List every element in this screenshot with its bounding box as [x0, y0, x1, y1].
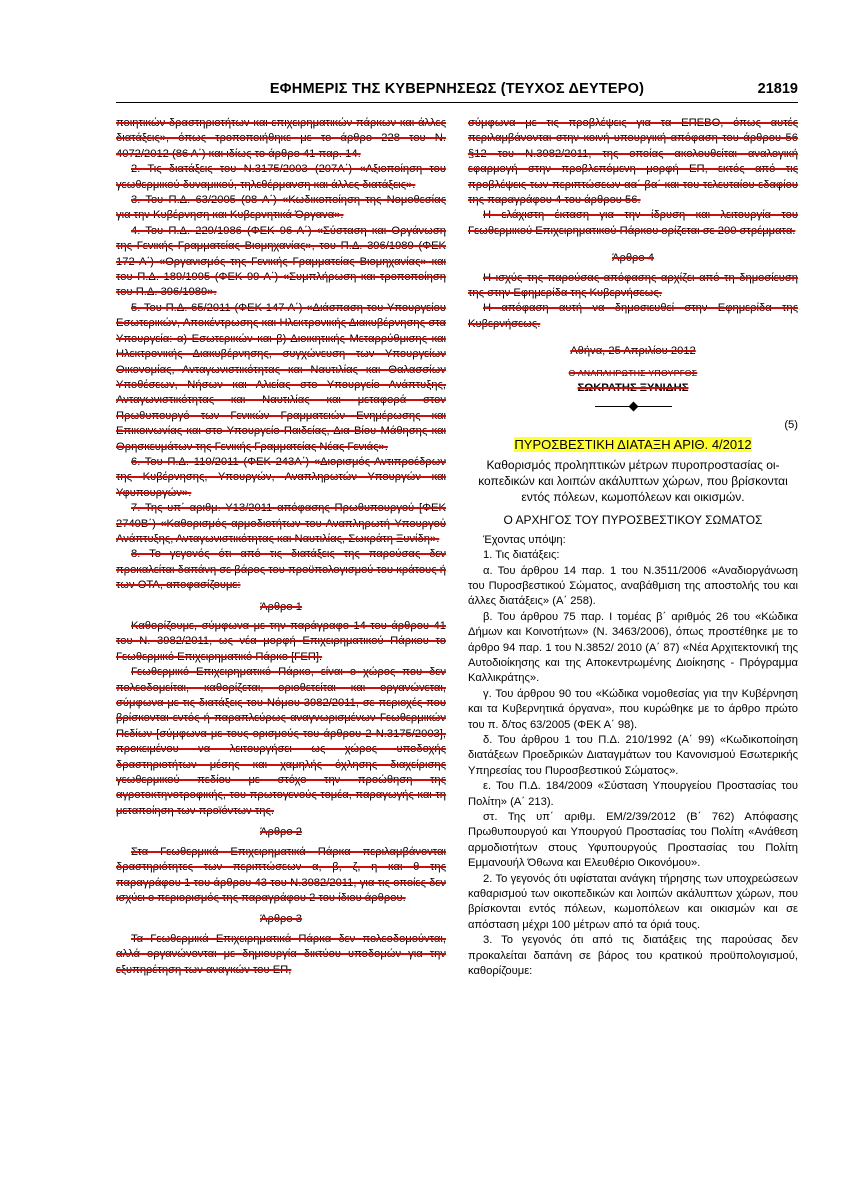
act-paragraph: 1. Τις διατάξεις: — [483, 549, 560, 562]
right-column — [468, 116, 798, 980]
act-subject: Καθορισμός προληπτικών μέτρων πυροπροστασίας οικοπεδικών και λοιπών ακάλυπτων χώρων, που βρίσκονται εντός πόλεων, κωμοπόλεων και οικισμών. — [478, 458, 788, 505]
signature-name: ΣΩΚΡΑΤΗΣ ΞΥΝΙΔΗΣ — [577, 382, 689, 395]
article-paragraph: Η ελάχιστη έκταση για την ίδρυση και λειτουργία του Γεωθερμικού Επιχειρηματικού Πάρκου ορίζεται σε 200 στρέμματα. — [468, 209, 798, 237]
article-paragraph: Η ισχύς της παρούσας απόφασης αρχίζει από τη δημοσίευση της στην Εφημερίδα της Κυβερνήσεως. — [468, 271, 798, 300]
continued-paragraph: ποιητικών δραστηριοτήτων και επιχειρηματικών πάρκων και άλλες διατάξεις», όπως τροποποιήθηκε με το άρθρο 228 του Ν. 4072/2012 (86 Α΄) και ιδίως το άρθρο 41 παρ. 14. — [116, 117, 446, 160]
diamond-ornament-icon — [628, 401, 638, 411]
section-separator — [468, 403, 798, 410]
item-number: (5) — [784, 418, 798, 431]
act-title — [468, 437, 798, 454]
gazette-title: ΕΦΗΜΕΡΙΣ ΤΗΣ ΚΥΒΕΡΝΗΣΕΩΣ (ΤΕΥΧΟΣ ΔΕΥΤΕΡΟ) — [269, 81, 645, 97]
article-paragraph: Η απόφαση αυτή να δημοσιευθεί στην Εφημερίδα της Κυβερνήσεως. — [468, 302, 798, 330]
legal-basis-item: 2. Τις διατάξεις του Ν.3175/2003 (207Α΄) «Αξιοποίηση του γεωθερμικού δυναμικού, τηλεθέρμανση και άλλες διατάξεις». — [116, 163, 446, 191]
act-paragraph: 3. Το γεγονός ότι από τις διατάξεις της παρούσας δεν προκαλείται δαπάνη σε βάρος του κρατικού προϋπολογισμού, καθορίζουμε: — [468, 934, 798, 978]
act-paragraph: β. Του άρθρου 75 παρ. Ι τομέας β΄ αριθμός 26 του «Κώδικα Δήμων και Κοινοτήτων» (Ν. 3463/2006), όπως προστέθηκε με το άρθρο 94 παρ. 1 του Ν.3852/ 2010 (Α΄ 87) «Νέα Αρχιτεκτονική της Αυτοδιοίκησης και της Αποκεντρωμένης Διοίκησης - Πρόγραμμα Καλλικράτης». — [468, 610, 798, 685]
legal-basis-item: 5. Του Π.Δ. 65/2011 (ΦΕΚ 147 Α΄) «Διάσπαση του Υπουργείου Εσωτερικών, Αποκέντρωσης και Ηλεκτρονικής Διακυβέρνησης στα Υπουργεία: α) Εσωτερικών και β) Διοικητικής Μεταρρύθμισης και Ηλεκτρονικής Διακυβέρνησης, συγχώνευση των Υπουργείων Οικονομίας, Ανταγωνιστικότητας και Ναυτιλίας και Θαλασσίων Υποθέσεων, Νήσων και Αλιείας στο Υπουργείο Ανάπτυξης, Ανταγωνιστικότητας και Ναυτιλίας και μεταφορά στον Πρωθυπουργό των Γενικών Γραμματειών Ενημέρωσης και Επικοινωνίας και στο Υπουργείο Παιδείας, Δια Βίου Μάθησης και Θρησκευμάτων της Γενικής Γραμματείας Νέας Γενιάς». — [116, 301, 446, 453]
page-header — [116, 80, 798, 103]
act-title-text: ΠΥΡΟΣΒΕΣΤΙΚΗ ΔΙΑΤΑΞΗ ΑΡΙΘ. 4/2012 — [514, 436, 752, 452]
legal-basis-item: 4. Του Π.Δ. 229/1986 (ΦΕΚ 96 Α΄) «Σύσταση και Οργάνωση της Γενικής Γραμματείας Βιομηχανίας», του Π.Δ. 396/1989 (ΦΕΚ 172 Α΄) «Οργανισμός της Γενικής Γραμματείας Βιομηχανίας» και του Π.Δ. 189/1995 (ΦΕΚ 99 Α΄) «Συμπλήρωση και τροποποίηση του Π.Δ. 396/1989». — [116, 224, 446, 299]
article-heading: Άρθρο 3 — [260, 913, 302, 926]
act-paragraph: γ. Του άρθρου 90 του «Κώδικα νομοθεσίας για την Κυβέρνηση και τα Κυβερνητικά όργανα», που κυρώθηκε με το άρθρο πρώτο του π. δ/τος 63/2005 (ΦΕΚ Α΄ 98). — [468, 687, 798, 731]
act-paragraph: στ. Της υπ΄ αριθμ. ΕΜ/2/39/2012 (Β΄ 762) Απόφασης Πρωθυπουργού και Υπουργού Προστασίας του Πολίτη «Ανάθεση αρμοδιοτήτων στους Υφυπουργούς Προστασίας του Πολίτη Εμμανουήλ Όθωνα και Ελευθέριο Οικονόμου». — [468, 811, 798, 870]
article-heading: Άρθρο 4 — [612, 252, 654, 265]
act-paragraph: δ. Του άρθρου 1 του Π.Δ. 210/1992 (Α΄ 99) «Κωδικοποίηση διατάξεων Προεδρικών Διαταγμάτων του Κανονισμού Εσωτερικής Υπηρεσίας του Πυροσβεστικού Σώματος». — [468, 734, 798, 777]
signature-role: Ο ΑΝΑΠΛΗΡΩΤΗΣ ΥΠΟΥΡΓΟΣ — [568, 367, 698, 378]
page-number: 21819 — [757, 81, 798, 97]
article-heading: Άρθρο 1 — [260, 600, 302, 613]
left-column — [116, 116, 446, 978]
article-paragraph: Τα Γεωθερμικά Επιχειρηματικά Πάρκα δεν πολεοδομούνται, αλλά οργανώνονται με δημιουργία δικτύου υποδομών για την εξυπηρέτηση των αναγκών του ΕΠ, — [116, 932, 446, 976]
article-paragraph: Καθορίζουμε, σύμφωνα με την παράγραφο 14 του άρθρου 41 του Ν. 3982/2011, ως νέα μορφή Επιχειρηματικού Πάρκου το Γεωθερμικό Επιχειρηματικό Πάρκο [ΓΕΠ]. — [116, 620, 446, 663]
act-paragraph: Έχοντας υπόψη: — [483, 533, 566, 546]
legal-basis-item: 8. Το γεγονός ότι από τις διατάξεις της παρούσας δεν προκαλείται δαπάνη σε βάρος του προϋπολογισμού του κράτους ή των ΟΤΑ, αποφασίζουμε: — [116, 548, 446, 592]
act-paragraph: α. Του άρθρου 14 παρ. 1 του Ν.3511/2006 «Αναδιοργάνωση του Πυροσβεστικού Σώματος, αναβάθμιση της αποστολής του και άλλες διατάξεις» (Α΄ 258). — [468, 564, 798, 608]
issuing-authority: Ο ΑΡΧΗΓΟΣ ΤΟΥ ΠΥΡΟΣΒΕΣΤΙΚΟΥ ΣΩΜΑΤΟΣ — [503, 513, 763, 528]
article-heading: Άρθρο 2 — [260, 826, 302, 839]
act-paragraph: ε. Του Π.Δ. 184/2009 «Σύσταση Υπουργείου Προστασίας του Πολίτη» (Α΄ 213). — [468, 780, 798, 808]
article-paragraph: Γεωθερμικό Επιχειρηματικό Πάρκο, είναι ο χώρος που δεν πολεοδομείται, καθορίζεται, οριοθετείται και οργανώνεται, σύμφωνα με τις διατάξεις του Νόμου 3982/2011, σε περιοχές που βρίσκονται εντός ή παραπλεύρως αναγνωρισμένων Γεωθερμικών Πεδίων [σύμφωνα με τους ορισμούς του άρθρου 2 Ν.3175/2003], προκειμένου να λειτουργήσει ως χώρος υποδοχής δραστηριοτήτων μέσης και χαμηλής όχλησης διαχείρισης γεωθερμικού πεδίου με στόχο την προώθηση της αγροτοκτηνοτροφικής, του πρωτογενούς τομέα, παραγωγής και τη μεταποίηση των προϊόντων της. — [116, 666, 446, 817]
act-paragraph: 2. Το γεγονός ότι υφίσταται ανάγκη τήρησης των υποχρεώσεων καθαρισμού των οικοπεδικών και λοιπών ακάλυπτων χώρων, που βρίσκονται εντός πόλεων, κωμοπόλεων και οικισμών και σε απόσταση μέχρι 100 μέτρων από τα όριά τους. — [468, 872, 798, 931]
article-paragraph: Στα Γεωθερμικά Επιχειρηματικά Πάρκα περιλαμβάνονται δραστηριότητες των περιπτώσεων α, β, ζ, η και θ της παραγράφου 1 του άρθρου 43 του Ν.3982/2011, για τις οποίες δεν ισχύει ο περιορισμός της παραγράφου 2 του ίδιου άρθρου. — [116, 845, 446, 904]
legal-basis-item: 7. Της υπ΄ αριθμ. Υ13/2011 απόφασης Πρωθυπουργού [ΦΕΚ 2740Β΄) «Καθορισμός αρμοδιοτήτων του Αναπληρωτή Υπουργού Ανάπτυξης, Ανταγωνιστικότητας και Ναυτιλίας, Σωκράτη Ξυνίδη». — [116, 502, 446, 545]
continued-paragraph: σύμφωνα με τις προβλέψεις για τα ΕΠΕΒΟ, όπως αυτές περιλαμβάνονται στην κοινή υπουργική απόφαση του άρθρου 56 §12 του Ν.3982/2011, της οποίας ακολουθείται αναλογική εφαρμογή στην προβλεπόμενη μορφή ΕΠ, εκτός από τις προβλέψεις των περιπτώσεων αα΄ βα΄ και του τελευταίου εδαφίου της παραγράφου 4 του άρθρου 56. — [468, 117, 798, 207]
legal-basis-item: 6. Του Π.Δ. 110/2011 (ΦΕΚ 243Α΄) «Διορισμός Αντιπροέδρων της Κυβέρνησης, Υπουργών, Αναπληρωτών Υπουργών και Υφυπουργών». — [116, 455, 446, 499]
legal-basis-item: 3. Του Π.Δ. 63/2005 (98 Α΄) «Κωδικοποίηση της Νομοθεσίας για την Κυβέρνηση και Κυβερνητικά Όργανα». — [116, 194, 446, 222]
signature-place-date: Αθήνα, 25 Απριλίου 2012 — [570, 345, 696, 358]
